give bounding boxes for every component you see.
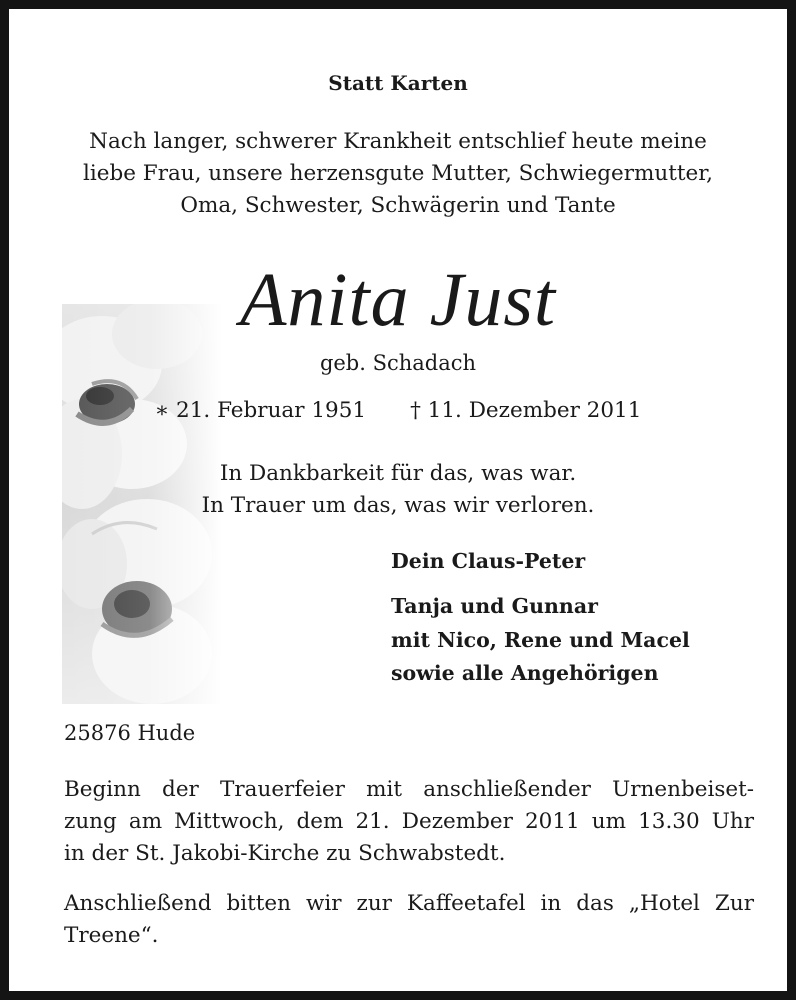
service-line: zung am Mittwoch, dem 21. Dezember 2011 um 13.30 Uhr bbox=[64, 809, 754, 834]
family-line: sowie alle Angehörigen bbox=[391, 661, 659, 685]
family-line: Tanja und Gunnar bbox=[391, 594, 598, 618]
intro-text bbox=[9, 126, 787, 222]
life-dates bbox=[9, 398, 787, 423]
service-paragraph bbox=[64, 774, 754, 870]
maiden-name: geb. Schadach bbox=[319, 351, 477, 375]
reception-line: Treene“. bbox=[64, 923, 159, 948]
family-line: mit Nico, Rene und Macel bbox=[391, 628, 690, 652]
family-line: Dein Claus-Peter bbox=[391, 549, 586, 573]
reception-paragraph bbox=[64, 888, 754, 952]
quote-line: In Dankbarkeit für das, was war. bbox=[219, 461, 577, 486]
death-date: † 11. Dezember 2011 bbox=[410, 398, 642, 423]
statt-karten-heading: Statt Karten bbox=[328, 71, 468, 95]
intro-line: Nach langer, schwerer Krankheit entschlief heute meine bbox=[89, 129, 707, 154]
quote-line: In Trauer um das, was wir verloren. bbox=[201, 493, 595, 518]
memorial-quote bbox=[9, 458, 787, 522]
place-of-residence: 25876 Hude bbox=[64, 721, 196, 745]
intro-line: Oma, Schwester, Schwägerin und Tante bbox=[180, 193, 616, 218]
service-line: Beginn der Trauerfeier mit anschließender Urnenbeiset- bbox=[64, 777, 754, 802]
service-line: in der St. Jakobi-Kirche zu Schwabstedt. bbox=[64, 841, 506, 866]
reception-line: Anschließend bitten wir zur Kaffeetafel in das „Hotel Zur bbox=[64, 891, 754, 916]
deceased-name: Anita Just bbox=[239, 258, 557, 342]
intro-line: liebe Frau, unsere herzensgute Mutter, Schwiegermutter, bbox=[82, 161, 714, 186]
birth-date: ∗ 21. Februar 1951 bbox=[154, 398, 367, 423]
